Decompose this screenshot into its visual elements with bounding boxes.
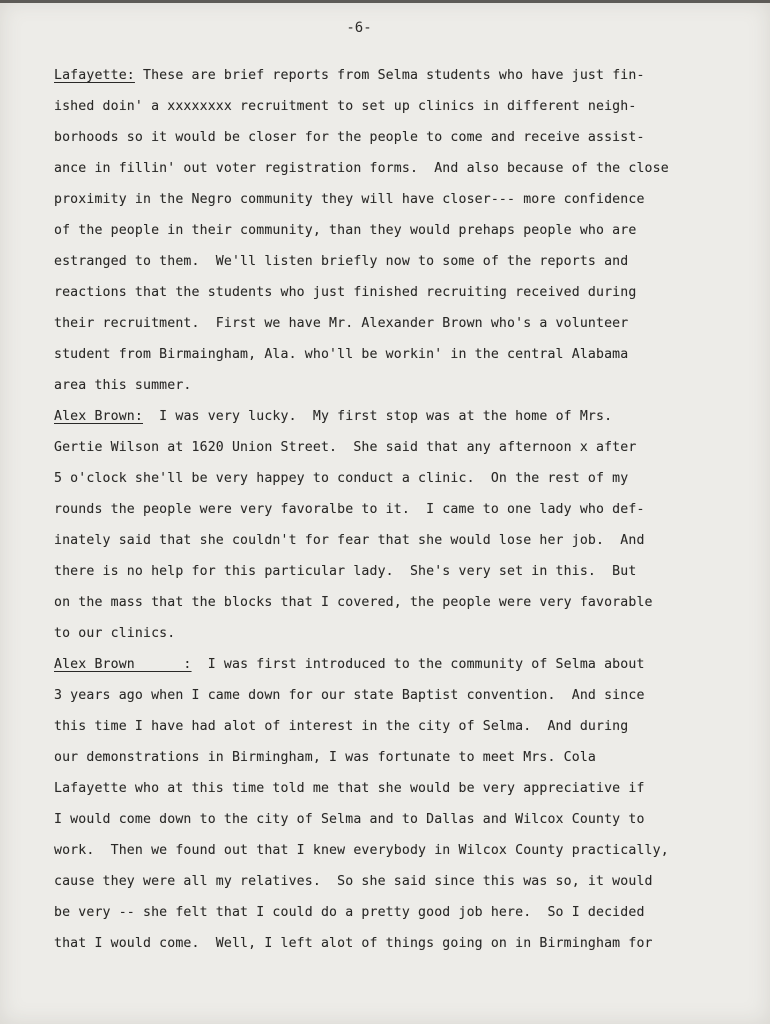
line-text: I was very lucky. My first stop was at the home of Mrs. bbox=[143, 409, 613, 424]
transcript-line bbox=[54, 308, 754, 339]
line-text: I would come down to the city of Selma and to Dallas and Wilcox County to bbox=[54, 812, 645, 827]
line-text: to our clinics. bbox=[54, 626, 176, 641]
line-text: our demonstrations in Birmingham, I was fortunate to meet Mrs. Cola bbox=[54, 750, 596, 765]
line-text: area this summer. bbox=[54, 378, 192, 393]
transcript-line bbox=[54, 897, 754, 928]
page-number: -6- bbox=[346, 20, 372, 36]
line-text: ance in fillin' out voter registration forms. And also because of the close bbox=[54, 161, 669, 176]
transcript-line bbox=[54, 339, 754, 370]
line-text: ished doin' a xxxxxxxx recruitment to set up clinics in different neigh- bbox=[54, 99, 637, 114]
transcript-line bbox=[54, 711, 754, 742]
transcript-line bbox=[54, 91, 754, 122]
transcript-body bbox=[54, 60, 754, 959]
line-text: rounds the people were very favoralbe to it. I came to one lady who def- bbox=[54, 502, 645, 517]
transcript-line bbox=[54, 773, 754, 804]
transcript-line bbox=[54, 928, 754, 959]
transcript-line bbox=[54, 556, 754, 587]
page-top-edge bbox=[0, 0, 770, 3]
line-text: cause they were all my relatives. So she said since this was so, it would bbox=[54, 874, 653, 889]
line-text: this time I have had alot of interest in the city of Selma. And during bbox=[54, 719, 629, 734]
transcript-line bbox=[54, 742, 754, 773]
transcript-line bbox=[54, 587, 754, 618]
transcript-line bbox=[54, 401, 754, 432]
line-text: that I would come. Well, I left alot of things going on in Birmingham for bbox=[54, 936, 653, 951]
line-text: 3 years ago when I came down for our state Baptist convention. And since bbox=[54, 688, 645, 703]
speaker-name: Lafayette: bbox=[54, 68, 135, 83]
transcript-line bbox=[54, 60, 754, 91]
line-text: be very -- she felt that I could do a pretty good job here. So I decided bbox=[54, 905, 645, 920]
line-text: borhoods so it would be closer for the people to come and receive assist- bbox=[54, 130, 645, 145]
line-text: 5 o'clock she'll be very happey to conduct a clinic. On the rest of my bbox=[54, 471, 629, 486]
transcript-line bbox=[54, 184, 754, 215]
transcript-line bbox=[54, 246, 754, 277]
line-text: on the mass that the blocks that I covered, the people were very favorable bbox=[54, 595, 653, 610]
transcript-line bbox=[54, 432, 754, 463]
line-text: proximity in the Negro community they will have closer--- more confidence bbox=[54, 192, 645, 207]
speaker-name: Alex Brown: bbox=[54, 409, 143, 424]
line-text: Lafayette who at this time told me that she would be very appreciative if bbox=[54, 781, 645, 796]
line-text: These are brief reports from Selma students who have just fin- bbox=[134, 68, 645, 83]
line-text: inately said that she couldn't for fear that she would lose her job. And bbox=[54, 533, 645, 548]
line-text: reactions that the students who just finished recruiting received during bbox=[54, 285, 637, 300]
line-text: work. Then we found out that I knew everybody in Wilcox County practically, bbox=[54, 843, 669, 858]
transcript-line bbox=[54, 866, 754, 897]
transcript-line bbox=[54, 804, 754, 835]
line-text: their recruitment. First we have Mr. Alexander Brown who's a volunteer bbox=[54, 316, 629, 331]
line-text: estranged to them. We'll listen briefly now to some of the reports and bbox=[54, 254, 629, 269]
transcript-line bbox=[54, 649, 754, 680]
line-text: Gertie Wilson at 1620 Union Street. She said that any afternoon x after bbox=[54, 440, 637, 455]
line-text: student from Birmaingham, Ala. who'll be workin' in the central Alabama bbox=[54, 347, 629, 362]
transcript-line bbox=[54, 277, 754, 308]
transcript-line bbox=[54, 215, 754, 246]
transcript-line bbox=[54, 494, 754, 525]
transcript-line bbox=[54, 618, 754, 649]
transcript-line bbox=[54, 680, 754, 711]
transcript-line bbox=[54, 835, 754, 866]
transcript-line bbox=[54, 153, 754, 184]
transcript-line bbox=[54, 525, 754, 556]
transcript-line bbox=[54, 122, 754, 153]
transcript-line bbox=[54, 370, 754, 401]
transcript-line bbox=[54, 463, 754, 494]
line-text: of the people in their community, than they would prehaps people who are bbox=[54, 223, 637, 238]
line-text: there is no help for this particular lady. She's very set in this. But bbox=[54, 564, 637, 579]
speaker-name: Alex Brown : bbox=[54, 657, 192, 672]
line-text: I was first introduced to the community of Selma about bbox=[191, 657, 645, 672]
